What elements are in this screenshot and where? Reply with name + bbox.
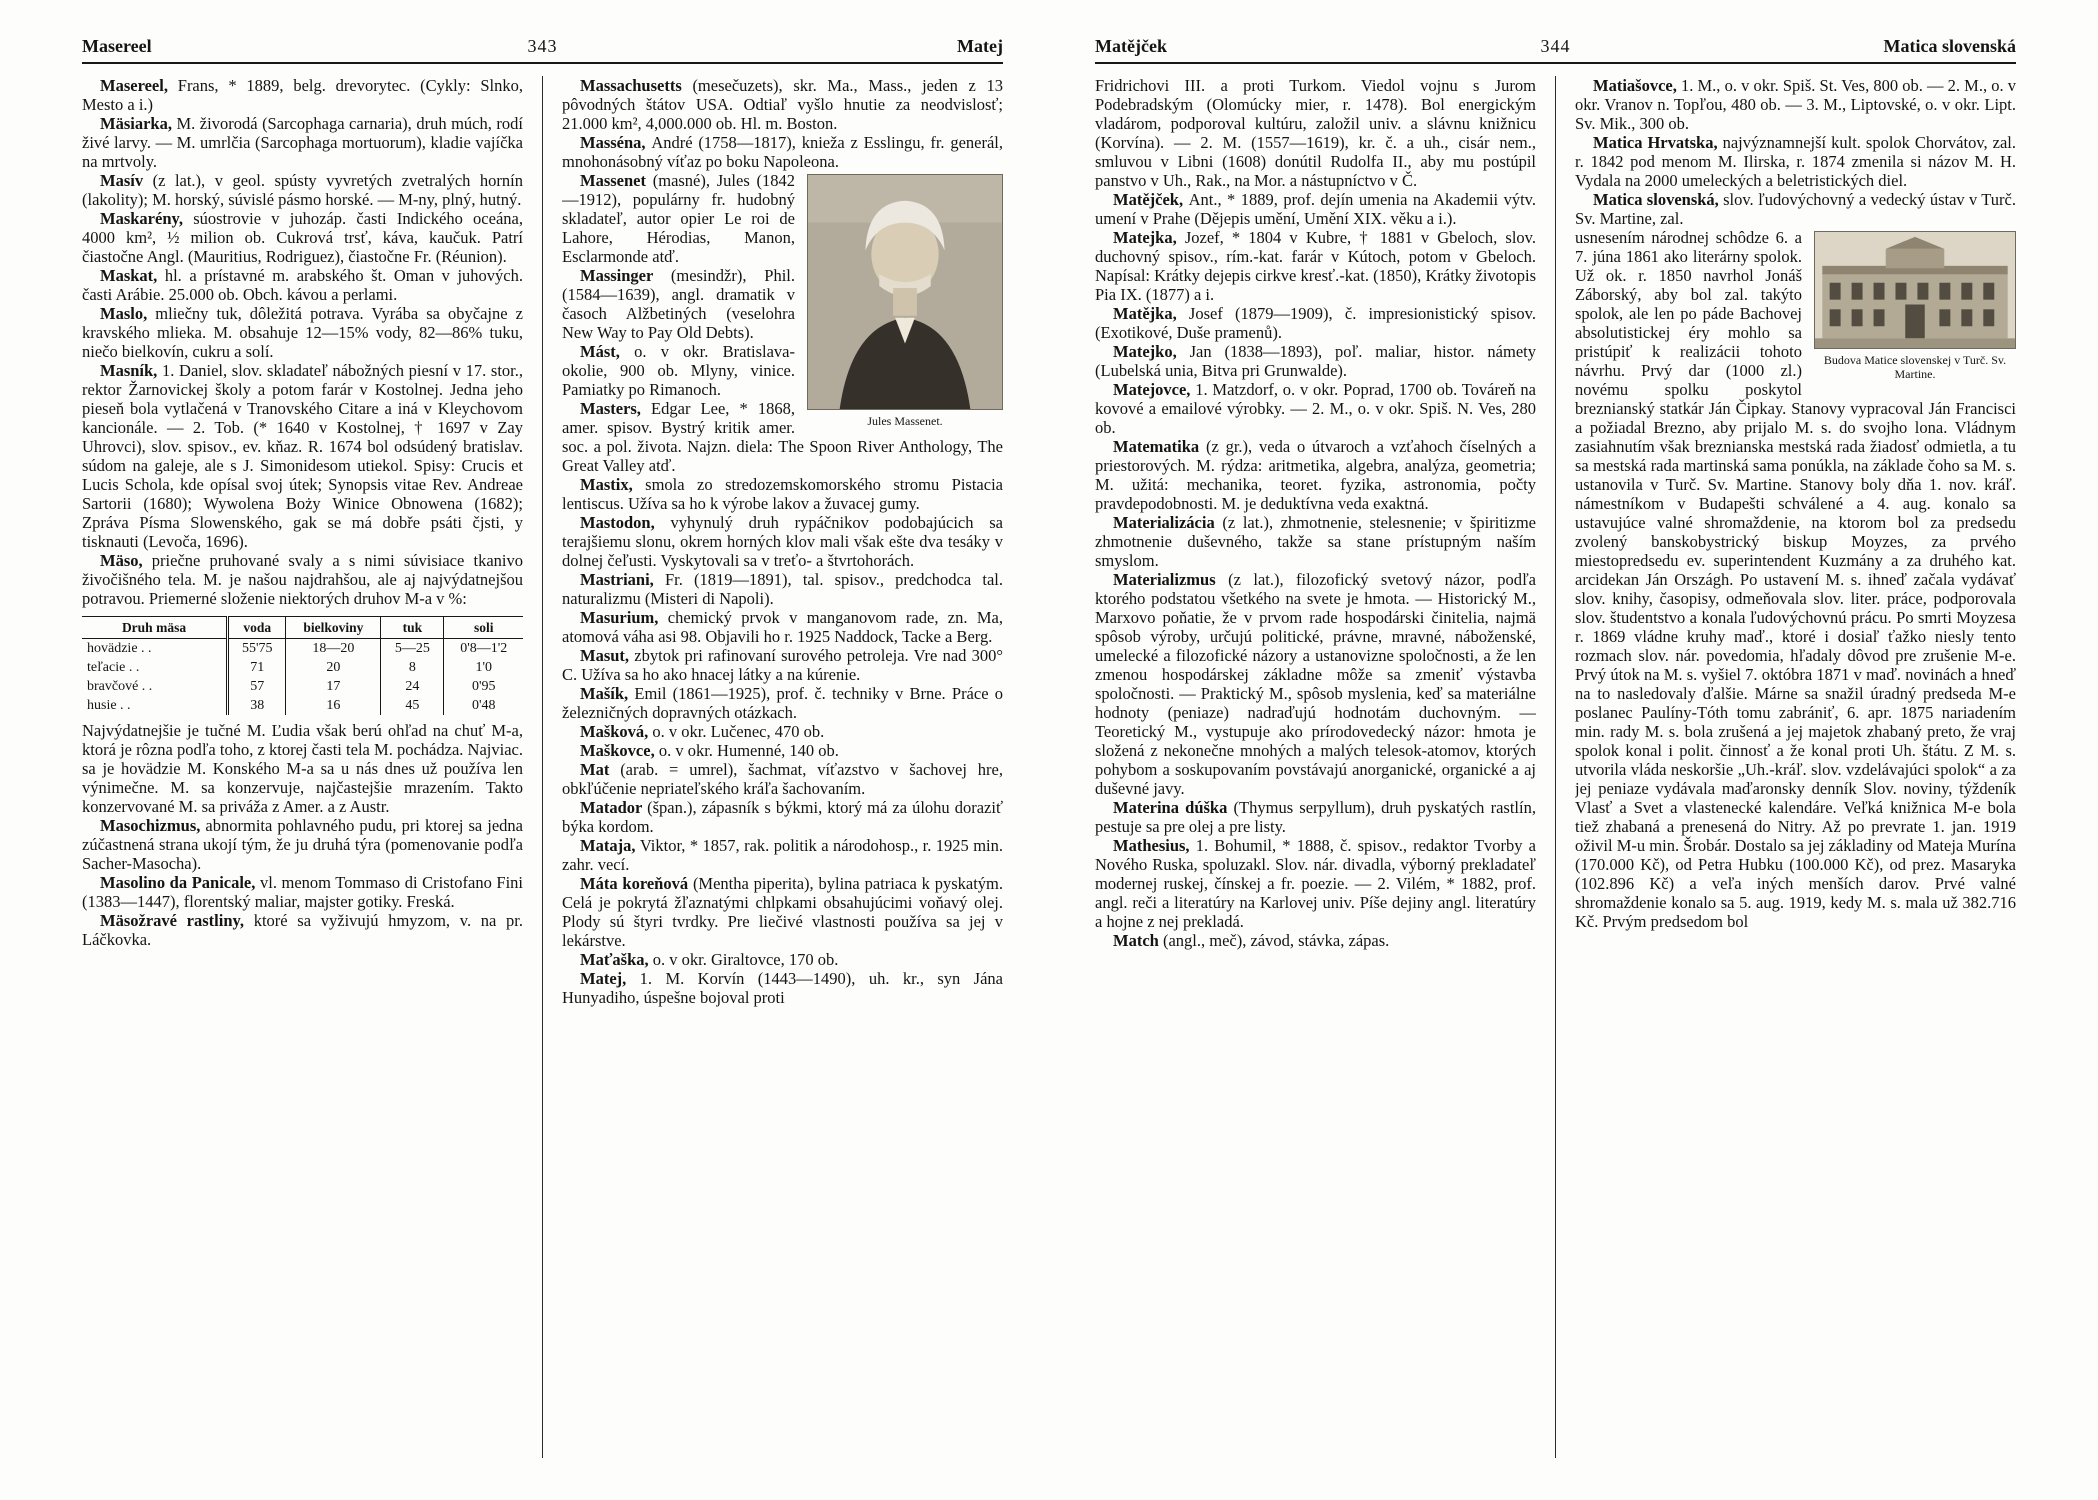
table-cell: 0'8—1'2 bbox=[444, 639, 523, 659]
entry-text: (mesečuzets), skr. Ma., Mass., jeden z 13 pôvodných štátov USA. Odtiaľ vyšlo hnutie za neodvislosť; 21.000 km², 4,000.000 ob. Hl. m. Boston. bbox=[562, 76, 1003, 133]
entry-text: (z lat.), v geol. spústy vyvretých zvetralých hornín (lakolity); M. horský, súvislé pásmo horské. — M-ny, plný, hutný. bbox=[82, 171, 523, 209]
encyclopedia-entry bbox=[562, 722, 1003, 741]
entry-text: usnesením národnej schôdze 6. a 7. júna 1861 ako literárny spolok. Už ok. r. 1850 navrhol Jonáš Záborský, aby bol zal. takýto spolok, ale len po páde Bachovej absolutistickej éry mohlo sa pristúpiť k realizácii tohoto návrhu. Prvý dar (1000 zl.) novému spolku poskytol breznianský statkár Ján Čipkay. Stanovy vypracoval Ján Francisci a požiadal Brezno, aby prijalo M. s. do svojho lona. Vládnym zasiahnutím však breznianska mestská rada žiadosť odmietla, a tu sa mestská rada martinská sama ponúkla, na základe čoho sa M. s. ustanovila v Turč. Sv. Martine. Stanovy boly dňa 1. nov. kráľ. námestníkom v Budapešti schválené a 4. aug. konalo sa ustavujúce valné shromaždenie, na ktorom bol za predsedu zvolený banskobystrický biskup Moyzes, za prvého miestopredsedu ev. superintendent Kuzmány a za druhého kat. arcidekan Ján Országh. Po ustavení M. s. ihneď začala vydávať slov. knihy, časopisy, odmeňovala slov. liter. práce, podporovala slov. študentstvo a konala ľudovýchovnú prácu. Po smrti Moyzesa r. 1869 vládne kruhy maď., ktoré i dosiaľ ťažko niesly tento rozmach slov. nár. povedomia, hľadaly dôvod pre zrušenie M-e. Prvý útok na M. s. vyšiel 7. októbra 1871 v maď. novinách a hneď na to nasledovaly ďalšie. Márne sa snažil úradný predseda M-e poslanec Paulíny-Tóth tomu zabrániť, 6. apr. 1875 nariadením min. rady M. s. bola zrušená a jej majetok zhabaný preto, že vraj spolok konal i polit. činnosť a že konal proti Uh. štátu. Z M. s. utvorila vláda neskoršie „Uh.-kráľ. slov. vzdelávajúci spolok“ a za jej peniaze vydávala maďaronsky denník Slov. noviny, týždeník Vlasť a Svet a vlastenecké kalendáre. Veľká knižnica M-e bola tiež zhabaná a prenesená do Nitry. Až po prevrate 1. jan. 1919 oživil M-u min. Šrobár. Dostalo sa jej základiny od Mateja Murína (170.000 Kč), od Petra Hubku (100.000 Kč), od prez. Masaryka (102.896 Kč) a veľa iných menších darov. Prvé valné shromaždenie konalo sa 5. aug. 1919, kedy M. s. mala už 382.716 Kč. Prvým predsedom bol bbox=[1575, 228, 2016, 931]
encyclopedia-entry bbox=[82, 911, 523, 949]
encyclopedia-entry bbox=[562, 475, 1003, 513]
table-cell: 0'95 bbox=[444, 677, 523, 696]
running-head-right-page bbox=[1095, 36, 2016, 64]
encyclopedia-entry bbox=[1095, 190, 1536, 228]
table-cell: 8 bbox=[381, 658, 444, 677]
entry-text: abnormita pohlavného pudu, pri ktorej sa jedna zúčastnená strana ukojí tým, že ju druhá týra (pomenovanie podľa Sacher-Masocha). bbox=[82, 816, 523, 873]
encyclopedia-entry bbox=[1095, 931, 1536, 950]
table-row bbox=[82, 639, 523, 659]
entry-text: (mesindžr), Phil. (1584—1639), angl. dramatik v časoch Alžbetiných (veselohra New Way to Pay Old Debts). bbox=[562, 266, 795, 342]
entry-headword: Mäso, bbox=[100, 551, 152, 570]
entry-headword: Masochizmus, bbox=[100, 816, 206, 835]
entry-headword: Maskat, bbox=[100, 266, 165, 285]
table-header-cell: voda bbox=[228, 617, 286, 639]
entry-headword: Masut, bbox=[580, 646, 635, 665]
entry-text: (z gr.), veda o útvaroch a vzťahoch číselných a priestorových. M. rýdza: aritmetika, algebra, analýza, geometria; M. užitá: mechanika, teoret. fyzika, astronomia, počty pravdepodobnosti. M. je deduktívna veda exaktná. bbox=[1095, 437, 1536, 513]
encyclopedia-entry bbox=[562, 608, 1003, 646]
entry-headword: Matejovce, bbox=[1113, 380, 1196, 399]
encyclopedia-entry bbox=[562, 874, 1003, 950]
entry-headword: Matica slovenská, bbox=[1593, 190, 1724, 209]
entry-text: (špan.), zápasník s býkmi, ktorý má za úlohu doraziť býka kordom. bbox=[562, 798, 1003, 836]
table-header-cell: Druh mäsa bbox=[82, 617, 228, 639]
entry-headword: Máta koreňová bbox=[580, 874, 693, 893]
entry-text: zbytok pri rafinovaní surového petroleja. Vre nad 300° C. Užíva sa ho ako hnacej látky a na kúrenie. bbox=[562, 646, 1003, 684]
table-cell: 1'0 bbox=[444, 658, 523, 677]
entry-headword: Matejko, bbox=[1113, 342, 1190, 361]
encyclopedia-entry bbox=[562, 950, 1003, 969]
entry-headword: Materializmus bbox=[1113, 570, 1229, 589]
entry-headword: Mastix, bbox=[580, 475, 646, 494]
entry-headword: Mašík, bbox=[580, 684, 635, 703]
entry-headword: Maskarény, bbox=[100, 209, 194, 228]
running-head-first-entry: Matějček bbox=[1095, 36, 1167, 56]
entry-headword: Matějček, bbox=[1113, 190, 1189, 209]
encyclopedia-entry bbox=[562, 836, 1003, 874]
entry-headword: Mataja, bbox=[580, 836, 640, 855]
portrait-photo bbox=[807, 174, 1003, 410]
encyclopedia-entry bbox=[1095, 304, 1536, 342]
page-left bbox=[82, 36, 1003, 1458]
encyclopedia-entry bbox=[562, 684, 1003, 722]
building-photo bbox=[1814, 231, 2016, 349]
entry-headword: Masereel, bbox=[100, 76, 178, 95]
encyclopedia-entry bbox=[82, 209, 523, 266]
entry-text: (masné), Jules (1842—1912), populárny fr. hudobný skladateľ, autor opier Le roi de Lahore, Hérodias, Manon, Esclarmonde atď. bbox=[562, 171, 795, 266]
entry-text: Jozef, * 1804 v Kubre, † 1881 v Gbeloch, slov. duchovný spisov., rím.-kat. farár v Kútoch, potom v Gbeloch. Napísal: Krátky dejepis cirkve kresť.-kat. (1850), Krátky životopis Pia IX. (1877) a i. bbox=[1095, 228, 1536, 304]
entry-text: mliečny tuk, dôležitá potrava. Vyrába sa obyčajne z kravského mlieka. M. obsahuje 12—15% vody, 82—86% tuku, niečo bielkovín, cukru a solí. bbox=[82, 304, 523, 361]
table-cell: 17 bbox=[286, 677, 381, 696]
entry-text: Josef (1879—1909), č. impresionistický spisov. (Exotikové, Duše pramenů). bbox=[1095, 304, 1536, 342]
entry-headword: Match bbox=[1113, 931, 1163, 950]
entry-headword: Matej, bbox=[580, 969, 640, 988]
entry-headword: Materializácia bbox=[1113, 513, 1223, 532]
entry-text: Edgar Lee, * 1868, amer. spisov. Bystrý kritik amer. soc. a pol. života. Najzn. diela: The Spoon River Anthology, The Great Valley atď. bbox=[562, 399, 1003, 475]
entry-headword: Matejka, bbox=[1113, 228, 1185, 247]
encyclopedia-entry bbox=[562, 646, 1003, 684]
entry-headword: Maťaška, bbox=[580, 950, 653, 969]
entry-headword: Masurium, bbox=[580, 608, 668, 627]
entry-text: hl. a prístavné m. arabského št. Oman v juhových. časti Arábie. 25.000 ob. Obch. kávou a perlami. bbox=[82, 266, 523, 304]
entry-text: Viktor, * 1857, rak. politik a národohosp., r. 1925 min. zahr. vecí. bbox=[562, 836, 1003, 874]
entry-headword: Massinger bbox=[580, 266, 671, 285]
entry-headword: Matějka, bbox=[1113, 304, 1189, 323]
meat-composition-table bbox=[82, 616, 523, 715]
entry-text: (arab. = umrel), šachmat, víťazstvo v šachovej hre, obkľúčenie nepriateľského kráľa šachovaním. bbox=[562, 760, 1003, 798]
running-head-last-entry: Matica slovenská bbox=[1883, 36, 2016, 56]
encyclopedia-entry bbox=[1095, 76, 1536, 190]
encyclopedia-entry bbox=[82, 721, 523, 816]
encyclopedia-entry bbox=[1095, 437, 1536, 513]
entry-text: Jan (1838—1893), poľ. maliar, histor. námety (Lubelská unia, Bitva pri Grunwalde). bbox=[1095, 342, 1536, 380]
entry-text: o. v okr. Giraltovce, 170 ob. bbox=[652, 950, 839, 969]
page-right bbox=[1095, 36, 2016, 1458]
encyclopedia-entry bbox=[562, 798, 1003, 836]
entry-text: 1. M., o. v okr. Spiš. St. Ves, 800 ob. — 2. M., o. v okr. Vranov n. Topľou, 480 ob. — 3. M., Liptovské, o. v okr. Lipt. Sv. Mik., 300 ob. bbox=[1575, 76, 2016, 133]
encyclopedia-entry bbox=[562, 513, 1003, 570]
entry-text: Fridrichovi III. a proti Turkom. Viedol vojnu s Jurom Podebradským (Olomúcky mier, r. 1478). Bol energickým vladárom, podporoval kultúru, založil univ. a slávnu knižnicu (Korvína). — 2. M. (1557—1619), kr. č. a uh., cisár nem., smluvou v Libni (1608) donútil Rudolfa II., aby mu postúpil panstvo v Uh., Rak., na Mor. a nástupníctvo v Č. bbox=[1095, 76, 1536, 190]
entry-headword: Maškovce, bbox=[580, 741, 659, 760]
entry-headword: Mašková, bbox=[580, 722, 653, 741]
table-cell: 18—20 bbox=[286, 639, 381, 659]
entry-text: Frans, * 1889, belg. drevorytec. (Cykly: Slnko, Mesto a i.) bbox=[82, 76, 523, 114]
page-number: 344 bbox=[1540, 36, 1571, 56]
encyclopedia-entry bbox=[82, 551, 523, 608]
encyclopedia-entry bbox=[1575, 133, 2016, 190]
entry-headword: Mastriani, bbox=[580, 570, 665, 589]
entry-text: André (1758—1817), knieža z Esslingu, fr. generál, mnohonásobný víťaz po boku Napoleona. bbox=[562, 133, 1003, 171]
entry-text: o. v okr. Bratislava-okolie, 900 ob. Mlyny, vinice. Pamiatky po Rimanoch. bbox=[562, 342, 795, 399]
entry-text: (angl., meč), závod, stávka, zápas. bbox=[1162, 931, 1390, 950]
encyclopedia-entry bbox=[82, 114, 523, 171]
table-cell: 38 bbox=[228, 696, 286, 715]
entry-text: o. v okr. Lučenec, 470 ob. bbox=[652, 722, 825, 741]
encyclopedia-entry bbox=[562, 741, 1003, 760]
entry-headword: Massenet bbox=[580, 171, 653, 190]
encyclopedia-entry bbox=[562, 133, 1003, 171]
entry-text: najvýznamnejší kult. spolok Chorvátov, zal. r. 1842 pod menom M. Ilirska, r. 1874 zmenila si názov M. H. Vydala na 2000 umeleckých a beletristických diel. bbox=[1575, 133, 2016, 190]
entry-headword: Masolino da Panicale, bbox=[100, 873, 260, 892]
entry-text: (Thymus serpyllum), druh pyskatých rastlín, pestuje sa pre olej a pre listy. bbox=[1095, 798, 1536, 836]
entry-headword: Mäsiarka, bbox=[100, 114, 177, 133]
entry-headword: Masník, bbox=[100, 361, 162, 380]
table-row bbox=[82, 677, 523, 696]
encyclopedia-entry bbox=[1095, 513, 1536, 570]
left-page-column-1 bbox=[82, 76, 523, 1458]
encyclopedia-entry bbox=[1095, 798, 1536, 836]
entry-text: Najvýdatnejšie je tučné M. Ľudia však berú ohľad na chuť M-a, ktorá je rôzna podľa toho, z ktorej časti tela M. pochádza. Najviac. sa je hovädzie M. Konského M-a sa u nás dnes už používa len výnimečne. M. sa konzervuje, najčastejšie mrazením. Takto konzervované M. sa priváža z Amer. a z Austr. bbox=[82, 721, 523, 816]
entry-headword: Masív bbox=[100, 171, 153, 190]
encyclopedia-entry bbox=[1095, 570, 1536, 798]
table-header-cell: soli bbox=[444, 617, 523, 639]
encyclopedia-entry bbox=[1095, 342, 1536, 380]
encyclopedia-entry bbox=[1095, 836, 1536, 931]
encyclopedia-entry bbox=[82, 304, 523, 361]
entry-text: Fr. (1819—1891), tal. spisov., predchodca tal. naturalizmu (Misteri di Napoli). bbox=[562, 570, 1003, 608]
entry-text: Emil (1861—1925), prof. č. techniky v Brne. Práce o železničných dopravných otázkach. bbox=[562, 684, 1003, 722]
running-head-last-entry: Matej bbox=[957, 36, 1003, 56]
table-cell: 0'48 bbox=[444, 696, 523, 715]
jules-massenet-portrait bbox=[807, 174, 1003, 428]
entry-headword: Mathesius, bbox=[1113, 836, 1196, 855]
encyclopedia-entry bbox=[1575, 76, 2016, 133]
encyclopedia-entry bbox=[1095, 380, 1536, 437]
encyclopedia-entry bbox=[562, 760, 1003, 798]
entry-headword: Mat bbox=[580, 760, 621, 779]
encyclopedia-entry bbox=[82, 816, 523, 873]
entry-text: 1. Daniel, slov. skladateľ nábožných piesní v 17. stor., rektor Žarnovickej školy a potom farár v Kostolnej. Jedna jeho pieseň bola vytlačená v Tranovského Citare a iná v Kleychovom kancionále. — 2. Tob. (* 1640 v Kostolnej, † 1697 v Zay Uhrovci), slov. spisov., ev. kňaz. R. 1674 bol odsúdený bratislav. súdom na galeje, ale s J. Simonidesom utiekol. Spisy: Crucis et Lucis Schola, kde opísal svoj útek; Synopsis vitae Rev. Andreae Sartorii (1680); Wywolena Boży Winice Obnowena (1682); Zpráva Písma Slowenského, gak se má dobře psáti čjsti, y tisknauti (Levoča, 1696). bbox=[82, 361, 523, 551]
entry-text: priečne pruhované svaly a s nimi súvisiace tkanivo živočišného tela. M. je našou najdrahšou, ale aj najvýdatnejšou potravou. Priemerné složenie niektorých druhov M-a v %: bbox=[82, 551, 523, 608]
entry-headword: Materina dúška bbox=[1113, 798, 1234, 817]
entry-text: Ant., * 1889, prof. dejín umenia na Akademii výtv. umení v Prahe (Dějepis umění, Umění XIX. věku a i.). bbox=[1095, 190, 1536, 228]
left-page-column-2 bbox=[562, 76, 1003, 1458]
entry-text: vyhynulý druh rypáčnikov podobajúcich sa terajšiemu slonu, okrem horných klov mali však ešte dva tesáky v dolnej čeľusti. Vyskytovali sa v treťo- a štvrtohorách. bbox=[562, 513, 1003, 570]
column-divider bbox=[1555, 76, 1556, 1458]
encyclopedia-entry bbox=[562, 570, 1003, 608]
right-page-columns bbox=[1095, 76, 2016, 1458]
table-cell: 20 bbox=[286, 658, 381, 677]
table-row bbox=[82, 658, 523, 677]
right-page-column-1 bbox=[1095, 76, 1536, 1458]
entry-headword: Mäsožravé rastliny, bbox=[100, 911, 254, 930]
running-head-first-entry: Masereel bbox=[82, 36, 152, 56]
entry-headword: Matiašovce, bbox=[1593, 76, 1681, 95]
table-row bbox=[82, 696, 523, 715]
table-cell: teľacie . . bbox=[87, 660, 140, 675]
entry-text: (Mentha piperita), bylina patriaca k pyskatým. Celá je pokrytá žľaznatými chlpkami obsahujúcimi voňavý olej. Plody sú štyri tvrdky. Pre liečivé vlastnosti používa sa jej v lekárstve. bbox=[562, 874, 1003, 950]
table-header-cell: tuk bbox=[381, 617, 444, 639]
encyclopedia-entry bbox=[1095, 228, 1536, 304]
entry-headword: Matica Hrvatska, bbox=[1593, 133, 1723, 152]
encyclopedia-entry bbox=[82, 171, 523, 209]
table-cell: 16 bbox=[286, 696, 381, 715]
table-header-cell: bielkoviny bbox=[286, 617, 381, 639]
entry-text: (z lat.), filozofický svetový názor, podľa ktorého podstatou všetkého na svete je hmota. — Historický M., Marxovo poňatie, že v prvom rade hospodárski činitelia, najmä spôsob výroby, určujú politické, právne, mravné, náboženské, umelecké a filozofické názory a ustanovizne spoločnosti, a že len zmenou hospodárskej základne môže sa zmeniť výstavba spoločnosti. — Praktický M., spôsob myslenia, keď sa materiálne hodnoty (peniaze) nadraďujú hodnotám duchovným. — Teoretický M., vystupuje ako prírodovedecký názor: hmota je složená z nekonečne mnohých a malých telesok-atomov, ktorých pohybom a soskupovaním povstávajú anorganické, organické a aj duševné javy. bbox=[1095, 570, 1536, 798]
entry-headword: Mást, bbox=[580, 342, 635, 361]
table-cell: 57 bbox=[228, 677, 286, 696]
entry-text: slov. ľudovýchovný a vedecký ústav v Turč. Sv. Martine, zal. bbox=[1575, 190, 2016, 228]
encyclopedia-entry bbox=[82, 76, 523, 114]
matica-slovenska-building-photo bbox=[1814, 231, 2016, 381]
figure-caption: Budova Matice slovenskej v Turč. Sv. Martine. bbox=[1823, 353, 2007, 381]
entry-text: smola zo stredozemskomorského stromu Pistacia lentiscus. Užíva sa ho k výrobe lakov a žuvacej gumy. bbox=[562, 475, 1003, 513]
entry-headword: Masséna, bbox=[580, 133, 652, 152]
table-cell: 24 bbox=[381, 677, 444, 696]
entry-headword: Maslo, bbox=[100, 304, 156, 323]
entry-headword: Mastodon, bbox=[580, 513, 671, 532]
table-cell: hovädzie . . bbox=[87, 641, 152, 656]
entry-text: M. živorodá (Sarcophaga carnaria), druh múch, rodí živé larvy. — M. umrlčia (Sarcophaga mortuorum), kladie vajíčka na mrtvoly. bbox=[82, 114, 523, 171]
table-cell: husie . . bbox=[87, 698, 131, 713]
encyclopedia-entry bbox=[562, 76, 1003, 133]
table-cell: 55'75 bbox=[228, 639, 286, 659]
entry-headword: Matador bbox=[580, 798, 648, 817]
encyclopedia-entry bbox=[82, 266, 523, 304]
table-cell: bravčové . . bbox=[87, 679, 153, 694]
table-cell: 5—25 bbox=[381, 639, 444, 659]
entry-text: súostrovie v juhozáp. časti Indického oceána, 4000 km², ½ milion ob. Cukrová trsť, káva, kaučuk. Patrí čiastočne Angl. (Mauritius, Rodriguez), čiastočne Fr. (Réunion). bbox=[82, 209, 523, 266]
page-number: 343 bbox=[527, 36, 558, 56]
figure-caption: Jules Massenet. bbox=[867, 414, 943, 428]
encyclopedia-entry bbox=[1575, 190, 2016, 228]
column-divider bbox=[542, 76, 543, 1458]
entry-text: chemický prvok v manganovom rade, zn. Ma, atomová váha asi 98. Objavili ho r. 1925 Naddock, Tacke a Berg. bbox=[562, 608, 1003, 646]
entry-text: vl. menom Tommaso di Cristofano Fini (1383—1447), florentský maliar, majster gotiky. Freská. bbox=[82, 873, 523, 911]
table-header-row bbox=[82, 617, 523, 639]
table-cell: 45 bbox=[381, 696, 444, 715]
entry-headword: Massachusetts bbox=[580, 76, 693, 95]
table-cell: 71 bbox=[228, 658, 286, 677]
entry-headword: Masters, bbox=[580, 399, 652, 418]
running-head-left-page bbox=[82, 36, 1003, 64]
entry-text: (z lat.), zhmotnenie, stelesnenie; v špiritizme zhmotnenie duševného, takže sa stane prístupným naším smyslom. bbox=[1095, 513, 1536, 570]
entry-text: 1. M. Korvín (1443—1490), uh. kr., syn Jána Hunyadiho, úspešne bojoval proti bbox=[562, 969, 1003, 1007]
entry-text: 1. Matzdorf, o. v okr. Poprad, 1700 ob. Továreň na kovové a emailové výrobky. — 2. M., o. v okr. Spiš. N. Ves, 280 ob. bbox=[1095, 380, 1536, 437]
entry-text: 1. Bohumil, * 1888, č. spisov., redaktor Tvorby a Nového Ruska, spoluzakl. Slov. nár. divadla, výborný prekladateľ modernej ruskej, čínskej a fr. poezie. — 2. Vilém, * 1882, prof. angl. reči a literatúry na Karlovej univ. Píše dejiny angl. literatúry a hojne z nej prekladá. bbox=[1095, 836, 1536, 931]
right-page-column-2 bbox=[1575, 76, 2016, 1458]
entry-headword: Matematika bbox=[1113, 437, 1206, 456]
entry-text: o. v okr. Humenné, 140 ob. bbox=[658, 741, 839, 760]
encyclopedia-entry bbox=[82, 361, 523, 551]
encyclopedia-entry bbox=[562, 969, 1003, 1007]
entry-text: ktoré sa vyživujú hmyzom, v. na pr. Láčkovka. bbox=[82, 911, 523, 949]
left-page-columns bbox=[82, 76, 1003, 1458]
encyclopedia-entry bbox=[82, 873, 523, 911]
